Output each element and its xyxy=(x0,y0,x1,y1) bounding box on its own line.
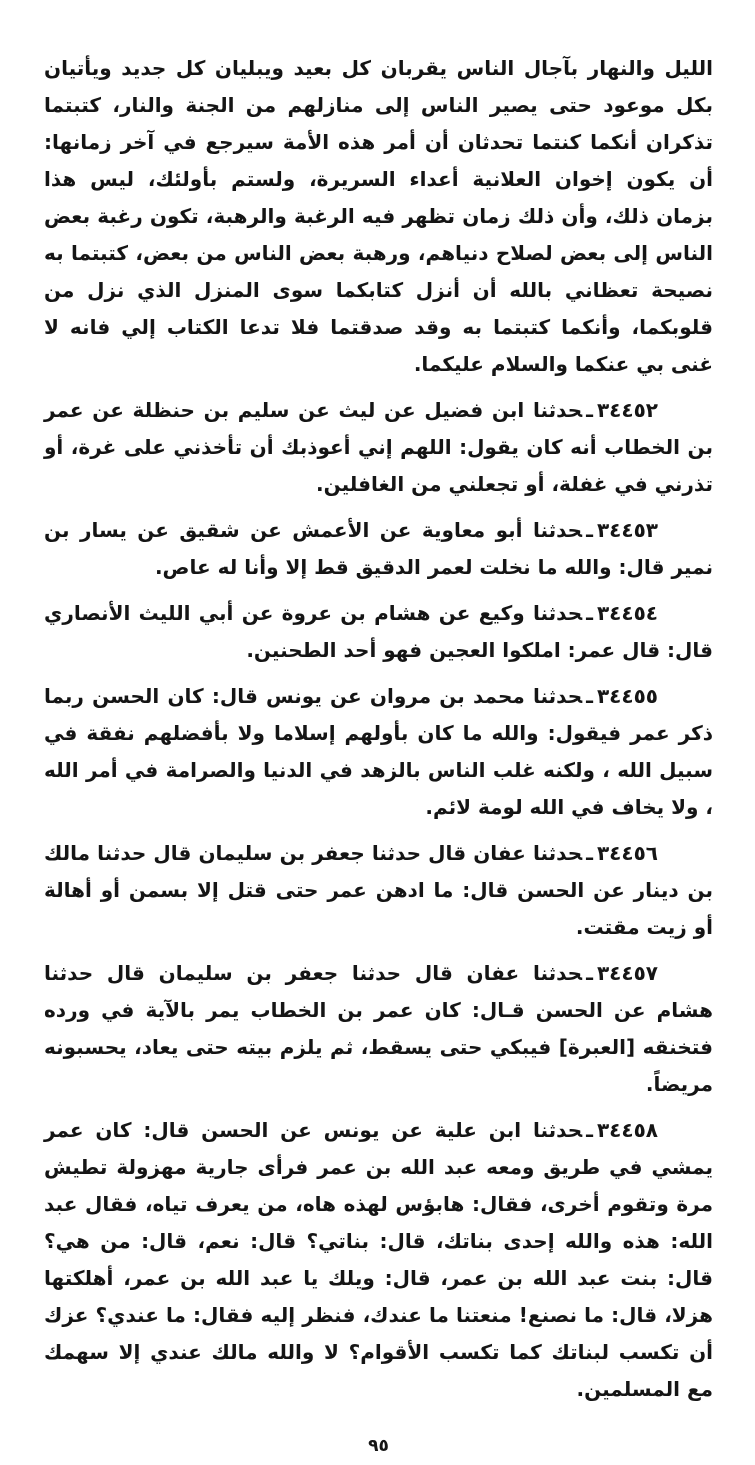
hadith-entry-34455 xyxy=(44,678,713,826)
hadith-entry-34457 xyxy=(44,955,713,1103)
entry-number: ٣٤٤٥٧ xyxy=(596,961,658,985)
entry-number: ٣٤٤٥٨ xyxy=(596,1118,658,1142)
entry-separator: ـ xyxy=(586,684,593,708)
opening-paragraph: الليل والنهار بآجال الناس يقربان كل بعيد ويبليان كل جديد ويأتيان بكل موعود حتى يصير الناس إلى منازلهم من الجنة والنار، كتبتما تذكران أنكما كنتما تحدثان أن أمر هذه الأمة سيرجع في آخر زمانها: أن يكون إخوان العلانية أعداء السريرة، ولستم بأولئك، ليس هذا بزمان ذلك، وأن ذلك زمان تظهر فيه الرغبة والرهبة، تكون رغبة بعض الناس إلى بعض لصلاح دنياهم، ورهبة بعض الناس من بعض، كتبتما به نصيحة تعظاني بالله أن أنزل كتابكما سوى المنزل الذي نزل من قلوبكما، وأنكما كتبتما به وقد صدقتما فلا تدعا الكتاب إلي فانه لا غنى بي عنكما والسلام عليكما. xyxy=(44,56,713,376)
hadith-entry-34452 xyxy=(44,392,713,503)
entry-separator: ـ xyxy=(586,518,593,542)
entry-text: حدثنا وكيع عن هشام بن عروة عن أبي الليث الأنصاري قال: قال عمر: املكوا العجين فهو أحد الطحنين. xyxy=(44,601,713,662)
page-number: ٩٥ xyxy=(368,1436,389,1456)
entry-number: ٣٤٤٥٢ xyxy=(596,398,658,422)
entry-separator: ـ xyxy=(586,841,593,865)
hadith-entry-34458 xyxy=(44,1112,713,1408)
entry-text: حدثنا عفان قال حدثنا جعفر بن سليمان قال حدثنا مالك بن دينار عن الحسن قال: ما ادهن عمر حتى قتل إلا بسمن أو أهالة أو زيت مقتت. xyxy=(44,841,713,939)
entry-text: حدثنا محمد بن مروان عن يونس قال: كان الحسن ربما ذكر عمر فيقول: والله ما كان بأولهم إسلاما ولا بأفضلهم نفقة في سبيل الله ، ولكنه غلب الناس بالزهد في الدنيا والصرامة في أمر الله ، ولا يخاف في الله لومة لائم. xyxy=(44,684,713,819)
entry-separator: ـ xyxy=(586,398,593,422)
entry-number: ٣٤٤٥٣ xyxy=(596,518,658,542)
hadith-entry-34454 xyxy=(44,595,713,669)
entry-text: حدثنا عفان قال حدثنا جعفر بن سليمان قال حدثنا هشام عن الحسن قـال: كان عمر بن الخطاب يمر بالآية في ورده فتخنقه [العبرة] فيبكي حتى يسقط، ثم يلزم بيته حتى يعاد، يحسبونه مريضاً. xyxy=(44,961,713,1096)
hadith-entry-34456 xyxy=(44,835,713,946)
entry-number: ٣٤٤٥٦ xyxy=(596,841,658,865)
hadith-entry-34453 xyxy=(44,512,713,586)
entry-separator: ـ xyxy=(586,1118,593,1142)
entry-text: حدثنا ابن فضيل عن ليث عن سليم بن حنظلة عن عمر بن الخطاب أنه كان يقول: اللهم إني أعوذبك أن تأخذني على غرة، أو تذرني في غفلة، أو تجعلني من الغافلين. xyxy=(44,398,713,496)
entry-number: ٣٤٤٥٤ xyxy=(596,601,658,625)
entry-separator: ـ xyxy=(586,961,593,985)
entry-separator: ـ xyxy=(586,601,593,625)
entry-text: حدثنا أبو معاوية عن الأعمش عن شقيق عن يسار بن نمير قال: والله ما نخلت لعمر الدقيق قط إلا وأنا له عاص. xyxy=(44,518,713,579)
entry-number: ٣٤٤٥٥ xyxy=(596,684,658,708)
entry-text: حدثنا ابن علية عن يونس عن الحسن قال: كان عمر يمشي في طريق ومعه عبد الله بن عمر فرأى جارية مهزولة تطيش مرة وتقوم أخرى، فقال: هابؤس لهذه هاه، من يعرف تياه، فقال عبد الله: هذه والله إحدى بناتك، قال: بناتي؟ قال: نعم، قال: من هي؟ قال: بنت عبد الله بن عمر، قال: ويلك يا عبد الله بن عمر، أهلكتها هزلا، قال: ما نصنع! منعتنا ما عندك، فنظر إليه فقال: ما عندي؟ عزك أن تكسب لبناتك كما تكسب الأقوام؟ لا والله مالك عندي إلا سهمك مع المسلمين. xyxy=(44,1118,713,1401)
